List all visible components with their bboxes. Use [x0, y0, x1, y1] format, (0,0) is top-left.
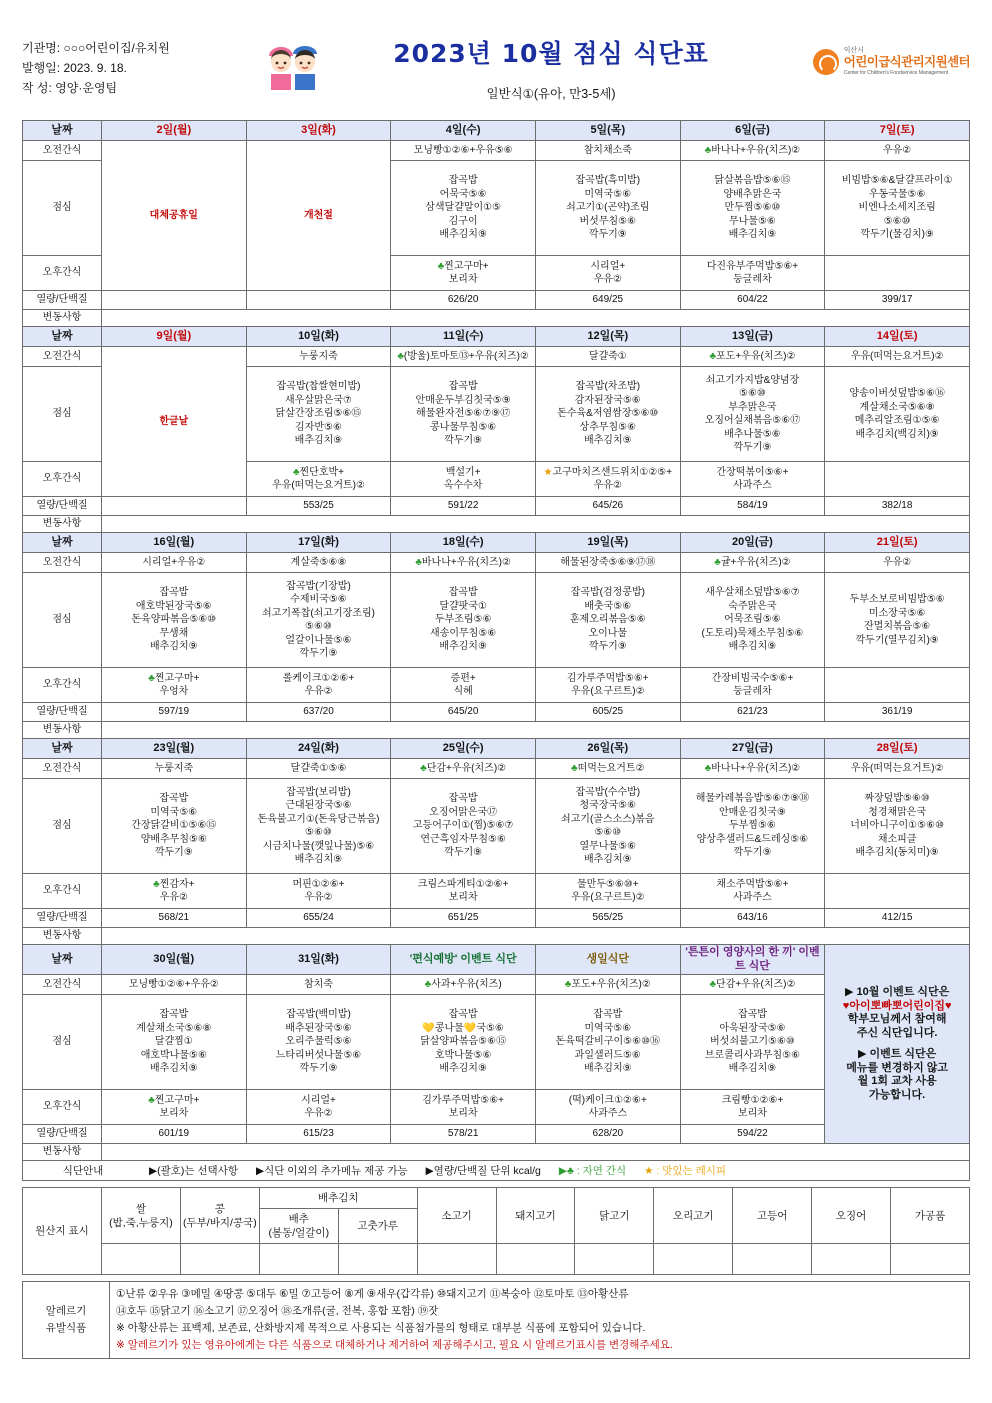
allergy-line-1: ①난류 ②우유 ③메밀 ④땅콩 ⑤대두 ⑥밀 ⑦고등어 ⑧게 ⑨새우(갑각류) ⑩돼지고기 ⑪복숭아 ⑫토마토 ⑬아황산류 [116, 1288, 629, 1300]
am-snack-cell: 참치죽 [246, 975, 391, 995]
change-cell [102, 722, 970, 739]
week-1-am-snack-row [23, 141, 970, 161]
week-2-date-row [23, 327, 970, 347]
kcal-cell: 578/21 [391, 1125, 536, 1144]
am-snack-cell: ♣포도+우유(치즈)② [535, 975, 680, 995]
lunch-cell: 두부소보로비빔밥⑤⑥ 미소장국⑤⑥ 잔멸치볶음⑤⑥ 깍두기(열무김치)⑨ [825, 573, 970, 668]
origin-subheader-cabbage: 배추 (봄동/얼갈이) [259, 1209, 338, 1244]
am-snack-cell: 모닝빵①②⑥+우유⑤⑥ [391, 141, 536, 161]
day-header: 27일(금) [680, 739, 825, 759]
row-label-am-snack: 오전간식 [23, 553, 102, 573]
am-snack-cell: 시리얼+우유② [102, 553, 247, 573]
kcal-cell: 626/20 [391, 291, 536, 310]
allergy-label-line2: 유발식품 [45, 1322, 87, 1334]
origin-header-bean: 콩 (두부/바지/콩국) [180, 1188, 259, 1244]
kcal-cell: 605/25 [535, 703, 680, 722]
origin-value-cell [812, 1244, 891, 1275]
row-label-date: 날짜 [23, 945, 102, 975]
lunch-cell: 쇠고기가지밥&양념장 ⑤⑥⑩ 부추맑은국 오징어실채볶음⑤⑥⑰ 배추나물⑤⑥ 깍두기⑨ [680, 367, 825, 462]
author-label: 작 성: 영양·운영팀 [22, 81, 118, 95]
origin-header-9: 가공품 [891, 1188, 970, 1244]
note-line: ▶ 10월 이벤트 식단은 [845, 986, 950, 998]
origin-subheader-pepper: 고춧가루 [338, 1209, 417, 1244]
lunch-cell: 잡곡밥(기장밥) 수제비국⑤⑥ 쇠고기폭찹(쇠고기장조림) ⑤⑥⑩ 얼갈이나물⑤⑥ 깍두기⑨ [246, 573, 391, 668]
kcal-cell: 361/19 [825, 703, 970, 722]
day-header: 24일(화) [246, 739, 391, 759]
change-cell [102, 928, 970, 945]
row-label-change: 변동사항 [23, 310, 102, 327]
day-header: 30일(월) [102, 945, 247, 975]
week-3-date-row [23, 533, 970, 553]
kcal-cell: 601/19 [102, 1125, 247, 1144]
day-header: 19일(목) [535, 533, 680, 553]
guide-item-4: ▶♣ : 자연 간식 [558, 1165, 627, 1177]
note-line: 학부모님께서 참여해 [847, 1013, 947, 1025]
day-header: 28일(토) [825, 739, 970, 759]
week-4-change-row [23, 928, 970, 945]
day-header: 14일(토) [825, 327, 970, 347]
row-label-change: 변동사항 [23, 1144, 102, 1161]
lunch-cell: 잡곡밥(검정콩밥) 배춧국⑤⑥ 훈제오리볶음⑤⑥ 오이나물 깍두기⑨ [535, 573, 680, 668]
mascot-illustration [258, 28, 328, 94]
day-header: 3일(화) [246, 121, 391, 141]
pm-snack-cell [825, 256, 970, 291]
logo-name: 어린이급식관리지원센터 [843, 55, 970, 69]
lunch-cell: 해물카레볶음밥⑤⑥⑦⑨⑱ 안매운김칫국⑨ 두부찜⑤⑥ 양상추샐러드&드레싱⑤⑥ 깍두기⑨ [680, 779, 825, 874]
issue-date-label: 발행일: 2023. 9. 18. [22, 61, 127, 75]
lunch-cell: 잡곡밥(수수밥) 청국장국⑤⑥ 쇠고기(골스소스)볶음 ⑤⑥⑩ 열무나물⑤⑥ 배추김치⑨ [535, 779, 680, 874]
logo-city: 익산시 [843, 47, 865, 54]
am-snack-cell: ♣바나나+우유(치즈)② [391, 553, 536, 573]
pm-snack-cell: 채소주먹밥⑤⑥+ 사과주스 [680, 874, 825, 909]
pm-snack-cell [825, 668, 970, 703]
day-header: 31일(화) [246, 945, 391, 975]
day-header: 2일(월) [102, 121, 247, 141]
kcal-cell: 565/25 [535, 909, 680, 928]
pm-snack-cell: 간장비빔국수⑤⑥+ 둥글레차 [680, 668, 825, 703]
pm-snack-cell: 크림빵①②⑥+ 보리차 [680, 1090, 825, 1125]
row-label-change: 변동사항 [23, 722, 102, 739]
pm-snack-cell: ★고구마치즈샌드위치①②⑤+ 우유② [535, 462, 680, 497]
row-label-date: 날짜 [23, 533, 102, 553]
day-header: 9일(월) [102, 327, 247, 347]
origin-header-row [23, 1188, 970, 1209]
lunch-cell: 잡곡밥 애호박된장국⑤⑥ 돈육양파볶음⑤⑥⑩ 무생채 배추김치⑨ [102, 573, 247, 668]
guide-row [22, 1161, 970, 1181]
week-1-kcal-row [23, 291, 970, 310]
row-label-am-snack: 오전간식 [23, 141, 102, 161]
day-header: 4일(수) [391, 121, 536, 141]
origin-header-4: 돼지고기 [496, 1188, 575, 1244]
week-3-kcal-row [23, 703, 970, 722]
pm-snack-cell: ♣찐감자+ 우유② [102, 874, 247, 909]
am-snack-cell: 참치채소죽 [535, 141, 680, 161]
pm-snack-cell [825, 874, 970, 909]
day-header: 21일(토) [825, 533, 970, 553]
origin-value-cell [259, 1244, 338, 1275]
lunch-cell: 잡곡밥(보리밥) 근대된장국⑤⑥ 돈육불고기①(돈육당근볶음) ⑤⑥⑩ 시금치나물(깻잎나물)⑤⑥ 배추김치⑨ [246, 779, 391, 874]
week-2-change-row [23, 516, 970, 533]
week-5-date-row [23, 945, 970, 975]
row-label-pm-snack: 오후간식 [23, 462, 102, 497]
origin-header-3: 소고기 [417, 1188, 496, 1244]
kcal-cell [246, 291, 391, 310]
kcal-cell: 645/20 [391, 703, 536, 722]
am-snack-cell: 우유(떠먹는요거트)② [825, 759, 970, 779]
note-line: 가능합니다. [869, 1088, 926, 1101]
origin-value-cell [338, 1244, 417, 1275]
am-snack-cell: ♣사과+우유(치즈) [391, 975, 536, 995]
allergy-label [23, 1282, 110, 1359]
change-cell [102, 1144, 970, 1161]
week-5-change-row [23, 1144, 970, 1161]
am-snack-cell: 누룽지죽 [246, 347, 391, 367]
row-label-am-snack: 오전간식 [23, 975, 102, 995]
row-label-kcal: 열량/단백질 [23, 497, 102, 516]
pm-snack-cell: 증편+ 식혜 [391, 668, 536, 703]
row-label-pm-snack: 오후간식 [23, 256, 102, 291]
day-header: 11일(수) [391, 327, 536, 347]
week-2-kcal-row [23, 497, 970, 516]
row-label-date: 날짜 [23, 327, 102, 347]
kcal-cell: 628/20 [535, 1125, 680, 1144]
pm-snack-cell: ♣찐고구마+ 보리차 [102, 1090, 247, 1125]
note-line: 주신 식단입니다. [856, 1026, 938, 1039]
lunch-cell: 잡곡밥 💛콩나물💛국⑤⑥ 닭살양파볶음⑤⑥⑮ 호박나물⑤⑥ 배추김치⑨ [391, 995, 536, 1090]
lunch-cell: 잡곡밥 달걀팟국① 두부조림⑤⑥ 새송이무침⑤⑥ 배추김치⑨ [391, 573, 536, 668]
day-header: 25일(수) [391, 739, 536, 759]
guide-title: 식단안내 [62, 1165, 104, 1177]
kcal-cell: 649/25 [535, 291, 680, 310]
origin-header-kimchi: 배추김치 [259, 1188, 417, 1209]
row-label-kcal: 열량/단백질 [23, 909, 102, 928]
row-label-lunch: 점심 [23, 779, 102, 874]
lunch-cell: 잡곡밥 계살채소국⑤⑥⑧ 달걀찜① 애호박나물⑤⑥ 배추김치⑨ [102, 995, 247, 1090]
origin-header-8: 오징어 [812, 1188, 891, 1244]
lunch-cell: 비빔밥⑤⑥&달걀프라이① 우동국물⑤⑥ 비엔나소세지조림 ⑤⑥⑩ 깍두기(물김치)⑨ [825, 161, 970, 256]
kcal-cell: 382/18 [825, 497, 970, 516]
row-label-pm-snack: 오후간식 [23, 1090, 102, 1125]
pm-snack-cell: 김가루주먹밥⑤⑥+ 보리차 [391, 1090, 536, 1125]
page-title: 2023년 10월 점심 식단표 [393, 39, 709, 68]
row-label-pm-snack: 오후간식 [23, 874, 102, 909]
pm-snack-cell: 다진유부주먹밥⑤⑥+ 둥글레차 [680, 256, 825, 291]
row-label-kcal: 열량/단백질 [23, 703, 102, 722]
note-line: 메뉴를 변경하지 않고 [846, 1061, 949, 1074]
day-header: 6일(금) [680, 121, 825, 141]
lunch-cell: 잡곡밥 안매운두부김칫국⑤⑨ 해물완자전⑤⑥⑦⑨⑰ 콩나물무침⑤⑥ 깍두기⑨ [391, 367, 536, 462]
guide-items [143, 1163, 969, 1178]
guide-item-3: ▶열량/단백질 단위 kcal/g [425, 1165, 541, 1177]
week-3-change-row [23, 722, 970, 739]
week-3-lunch-row [23, 573, 970, 668]
kcal-cell: 584/19 [680, 497, 825, 516]
origin-header-5: 닭고기 [575, 1188, 654, 1244]
row-label-pm-snack: 오후간식 [23, 668, 102, 703]
center-logo-icon [813, 49, 839, 75]
lunch-cell: 닭살볶음밥⑤⑥⑮ 양배추맑은국 만두찜⑤⑥⑩ 무나물⑤⑥ 배추김치⑨ [680, 161, 825, 256]
day-header: 생일식단 [535, 945, 680, 975]
pm-snack-cell: ♣찐고구마+ 보리차 [391, 256, 536, 291]
week-4-date-row [23, 739, 970, 759]
kcal-cell: 597/19 [102, 703, 247, 722]
day-header: 13일(금) [680, 327, 825, 347]
lunch-cell: 잡곡밥(차조밥) 감자된장국⑤⑥ 돈수육&저염쌈장⑤⑥⑩ 상추무침⑤⑥ 배추김치⑨ [535, 367, 680, 462]
change-cell [102, 310, 970, 327]
week-1-change-row [23, 310, 970, 327]
pm-snack-cell: 간장떡볶이⑤⑥+ 사과주스 [680, 462, 825, 497]
am-snack-cell: ♣떠먹는요거트② [535, 759, 680, 779]
guide-item-2: ▶식단 이외의 추가메뉴 제공 가능 [256, 1165, 408, 1177]
logo-english: Center for Children's Foodservice Management [843, 70, 949, 76]
am-snack-cell: ♣바나나+우유(치즈)② [680, 759, 825, 779]
holiday-cell: 한글날 [102, 347, 247, 497]
allergy-content [110, 1282, 970, 1359]
pm-snack-cell: 시리얼+ 우유② [535, 256, 680, 291]
lunch-cell: 짜장덮밥⑤⑥⑩ 청경채맑은국 너비아니구이①⑤⑥⑩ 채소피클 배추김치(동치미)⑨ [825, 779, 970, 874]
pm-snack-cell: 김가루주먹밥⑤⑥+ 우유(요구르트)② [535, 668, 680, 703]
holiday-cell: 개천절 [246, 141, 391, 291]
guide-item-1: ▶(괄호)는 선택사항 [149, 1165, 238, 1177]
lunch-cell: 잡곡밥 미역국⑤⑥ 돈육떡갈비구이⑤⑥⑩⑯ 과일샐러드⑤⑥ 배추김치⑨ [535, 995, 680, 1090]
row-label-kcal: 열량/단백질 [23, 1125, 102, 1144]
kcal-cell: 645/26 [535, 497, 680, 516]
holiday-cell: 대체공휴일 [102, 141, 247, 291]
origin-value-cell [180, 1244, 259, 1275]
pm-snack-cell: (떡)케이크①②⑥+ 사과주스 [535, 1090, 680, 1125]
kcal-cell: 594/22 [680, 1125, 825, 1144]
week-2-am-snack-row [23, 347, 970, 367]
row-label-lunch: 점심 [23, 367, 102, 462]
origin-value-cell [733, 1244, 812, 1275]
am-snack-cell: 해물된장죽⑤⑥⑨⑰⑱ [535, 553, 680, 573]
note-line: ▶ 이벤트 식단은 [857, 1048, 937, 1060]
pm-snack-cell: 크림스파게티①②⑥+ 보리차 [391, 874, 536, 909]
am-snack-cell: ♣(방울)토마토⑬+우유(치즈)② [391, 347, 536, 367]
origin-label: 원산지 표시 [23, 1188, 102, 1275]
origin-value-cell [417, 1244, 496, 1275]
pm-snack-cell: 롤케이크①②⑥+ 우유② [246, 668, 391, 703]
origin-value-cell [575, 1244, 654, 1275]
lunch-cell: 잡곡밥 오징어맑은국⑰ 고등어구이①(찜)⑤⑥⑦ 연근흑임자무침⑤⑥ 깍두기⑨ [391, 779, 536, 874]
row-label-date: 날짜 [23, 121, 102, 141]
pm-snack-cell: 시리얼+ 우유② [246, 1090, 391, 1125]
kcal-cell: 553/25 [246, 497, 391, 516]
row-label-am-snack: 오전간식 [23, 759, 102, 779]
origin-value-cell [102, 1244, 181, 1275]
origin-header-rice: 쌀 (밥,죽,누룽지) [102, 1188, 181, 1244]
am-snack-cell: 계살죽⑤⑥⑧ [246, 553, 391, 573]
origin-table [22, 1187, 970, 1275]
week-3-pm-snack-row [23, 668, 970, 703]
day-header: 20일(금) [680, 533, 825, 553]
kcal-cell: 621/23 [680, 703, 825, 722]
day-header: 5일(목) [535, 121, 680, 141]
lunch-cell: 양송이버섯덮밥⑤⑥⑯ 계살채소국⑤⑥⑧ 메추리알조림①⑤⑥ 배추김치(백김치)⑨ [825, 367, 970, 462]
pm-snack-cell [825, 462, 970, 497]
row-label-lunch: 점심 [23, 161, 102, 256]
pm-snack-cell: 물만두⑤⑥⑩+ 우유(요구르트)② [535, 874, 680, 909]
am-snack-cell: 달걀죽①⑤⑥ [246, 759, 391, 779]
guide-item-5: ★ : 맛있는 레시피 [644, 1165, 727, 1177]
lunch-cell: 잡곡밥(찹쌀현미밥) 새우살맑은국⑦ 닭살간장조림⑤⑥⑮ 김자반⑤⑥ 배추김치⑨ [246, 367, 391, 462]
kcal-cell: 651/25 [391, 909, 536, 928]
week-3-am-snack-row [23, 553, 970, 573]
pm-snack-cell: ♣찐고구마+ 우엉차 [102, 668, 247, 703]
row-label-change: 변동사항 [23, 516, 102, 533]
allergy-line-4: ※ 알레르기가 있는 영유아에게는 다른 식품으로 대체하거나 제거하여 제공해주시고, 필요 시 알레르기표시를 변경해주세요. [116, 1339, 673, 1351]
am-snack-cell: ♣단감+우유(치즈)② [391, 759, 536, 779]
kcal-cell: 399/17 [825, 291, 970, 310]
origin-header-7: 고등어 [733, 1188, 812, 1244]
pm-snack-cell: 백설기+ 옥수수차 [391, 462, 536, 497]
week-4-kcal-row [23, 909, 970, 928]
header-left-info [22, 28, 258, 98]
row-label-lunch: 점심 [23, 573, 102, 668]
page-subtitle: 일반식①(유아, 만3-5세) [486, 87, 616, 101]
note-line: 월 1회 교차 사용 [857, 1075, 937, 1087]
kcal-cell: 412/15 [825, 909, 970, 928]
kcal-cell: 568/21 [102, 909, 247, 928]
page-header [22, 28, 970, 110]
day-header: 26일(목) [535, 739, 680, 759]
row-label-date: 날짜 [23, 739, 102, 759]
am-snack-cell: ♣단감+우유(치즈)② [680, 975, 825, 995]
lunch-cell: 잡곡밥 어묵국⑤⑥ 삼색달걀말이①⑤ 김구이 배추김치⑨ [391, 161, 536, 256]
kcal-cell: 643/16 [680, 909, 825, 928]
week-4-pm-snack-row [23, 874, 970, 909]
pm-snack-cell: 머핀①②⑥+ 우유② [246, 874, 391, 909]
note-highlight: ♥아이뽀빠뽀어린이집♥ [842, 999, 952, 1012]
day-header: 10일(화) [246, 327, 391, 347]
day-header: 7일(토) [825, 121, 970, 141]
day-header: 23일(월) [102, 739, 247, 759]
am-snack-cell: 누룽지죽 [102, 759, 247, 779]
kcal-cell [102, 497, 247, 516]
am-snack-cell: 우유② [825, 141, 970, 161]
am-snack-cell: ♣바나나+우유(치즈)② [680, 141, 825, 161]
pm-snack-cell: ♣찐단호박+ 우유(떠먹는요거트)② [246, 462, 391, 497]
header-logo [774, 28, 970, 77]
event-note-box [825, 945, 970, 1144]
origin-value-cell [496, 1244, 575, 1275]
row-label-change: 변동사항 [23, 928, 102, 945]
day-header: 17일(화) [246, 533, 391, 553]
kcal-cell: 615/23 [246, 1125, 391, 1144]
row-label-lunch: 점심 [23, 995, 102, 1090]
kcal-cell: 655/24 [246, 909, 391, 928]
kcal-cell [102, 291, 247, 310]
day-header: 18일(수) [391, 533, 536, 553]
am-snack-cell: 우유(떠먹는요거트)② [825, 347, 970, 367]
lunch-cell: 새우살채소덮밥⑤⑥⑦ 숙주맑은국 어묵조림⑤⑥ (도토리)묵채소무침⑤⑥ 배추김치⑨ [680, 573, 825, 668]
origin-value-cell [654, 1244, 733, 1275]
day-header: '편식예방' 이벤트 식단 [391, 945, 536, 975]
day-header: '튼튼이 영양사의 한 끼' 이벤트 식단 [680, 945, 825, 975]
row-label-kcal: 열량/단백질 [23, 291, 102, 310]
row-label-am-snack: 오전간식 [23, 347, 102, 367]
am-snack-cell: 달걀죽① [535, 347, 680, 367]
lunch-cell: 잡곡밥(흑미밥) 미역국⑤⑥ 쇠고기①(곤약)조림 버섯무침⑤⑥ 깍두기⑨ [535, 161, 680, 256]
origin-header-6: 오리고기 [654, 1188, 733, 1244]
kcal-cell: 591/22 [391, 497, 536, 516]
change-cell [102, 516, 970, 533]
origin-value-cell [891, 1244, 970, 1275]
lunch-cell: 잡곡밥(백미밥) 배추된장국⑤⑥ 오리주물럭⑤⑥ 느타리버섯나물⑤⑥ 깍두기⑨ [246, 995, 391, 1090]
week-4-am-snack-row [23, 759, 970, 779]
lunch-cell: 잡곡밥 미역국⑤⑥ 간장닭갈비①⑤⑥⑮ 양배추무침⑤⑥ 깍두기⑨ [102, 779, 247, 874]
allergy-label-line1: 알레르기 [45, 1305, 87, 1317]
lunch-cell: 잡곡밥 아욱된장국⑤⑥ 버섯쇠불고기⑤⑥⑩ 브로콜리사과무침⑤⑥ 배추김치⑨ [680, 995, 825, 1090]
kcal-cell: 604/22 [680, 291, 825, 310]
header-center [328, 28, 774, 102]
am-snack-cell: ♣귤+우유(치즈)② [680, 553, 825, 573]
menu-table [22, 120, 970, 1161]
day-header: 16일(월) [102, 533, 247, 553]
am-snack-cell: 우유② [825, 553, 970, 573]
allergy-line-3: ※ 아황산류는 표백제, 보존료, 산화방지제 목적으로 사용되는 식품첨가물의 형태로 대부분 식품에 포함되어 있습니다. [116, 1322, 646, 1334]
org-label: 기관명: ○○○어린이집/유치원 [22, 41, 170, 55]
allergy-table [22, 1281, 970, 1359]
origin-value-row [23, 1244, 970, 1275]
week-4-lunch-row [23, 779, 970, 874]
day-header: 12일(목) [535, 327, 680, 347]
week-1-date-row [23, 121, 970, 141]
am-snack-cell: ♣포도+우유(치즈)② [680, 347, 825, 367]
kcal-cell: 637/20 [246, 703, 391, 722]
allergy-line-2: ⑭호두 ⑮닭고기 ⑯소고기 ⑰오징어 ⑱조개류(굴, 전복, 홍합 포함) ⑲잣 [116, 1305, 439, 1317]
am-snack-cell: 모닝빵①②⑥+우유② [102, 975, 247, 995]
